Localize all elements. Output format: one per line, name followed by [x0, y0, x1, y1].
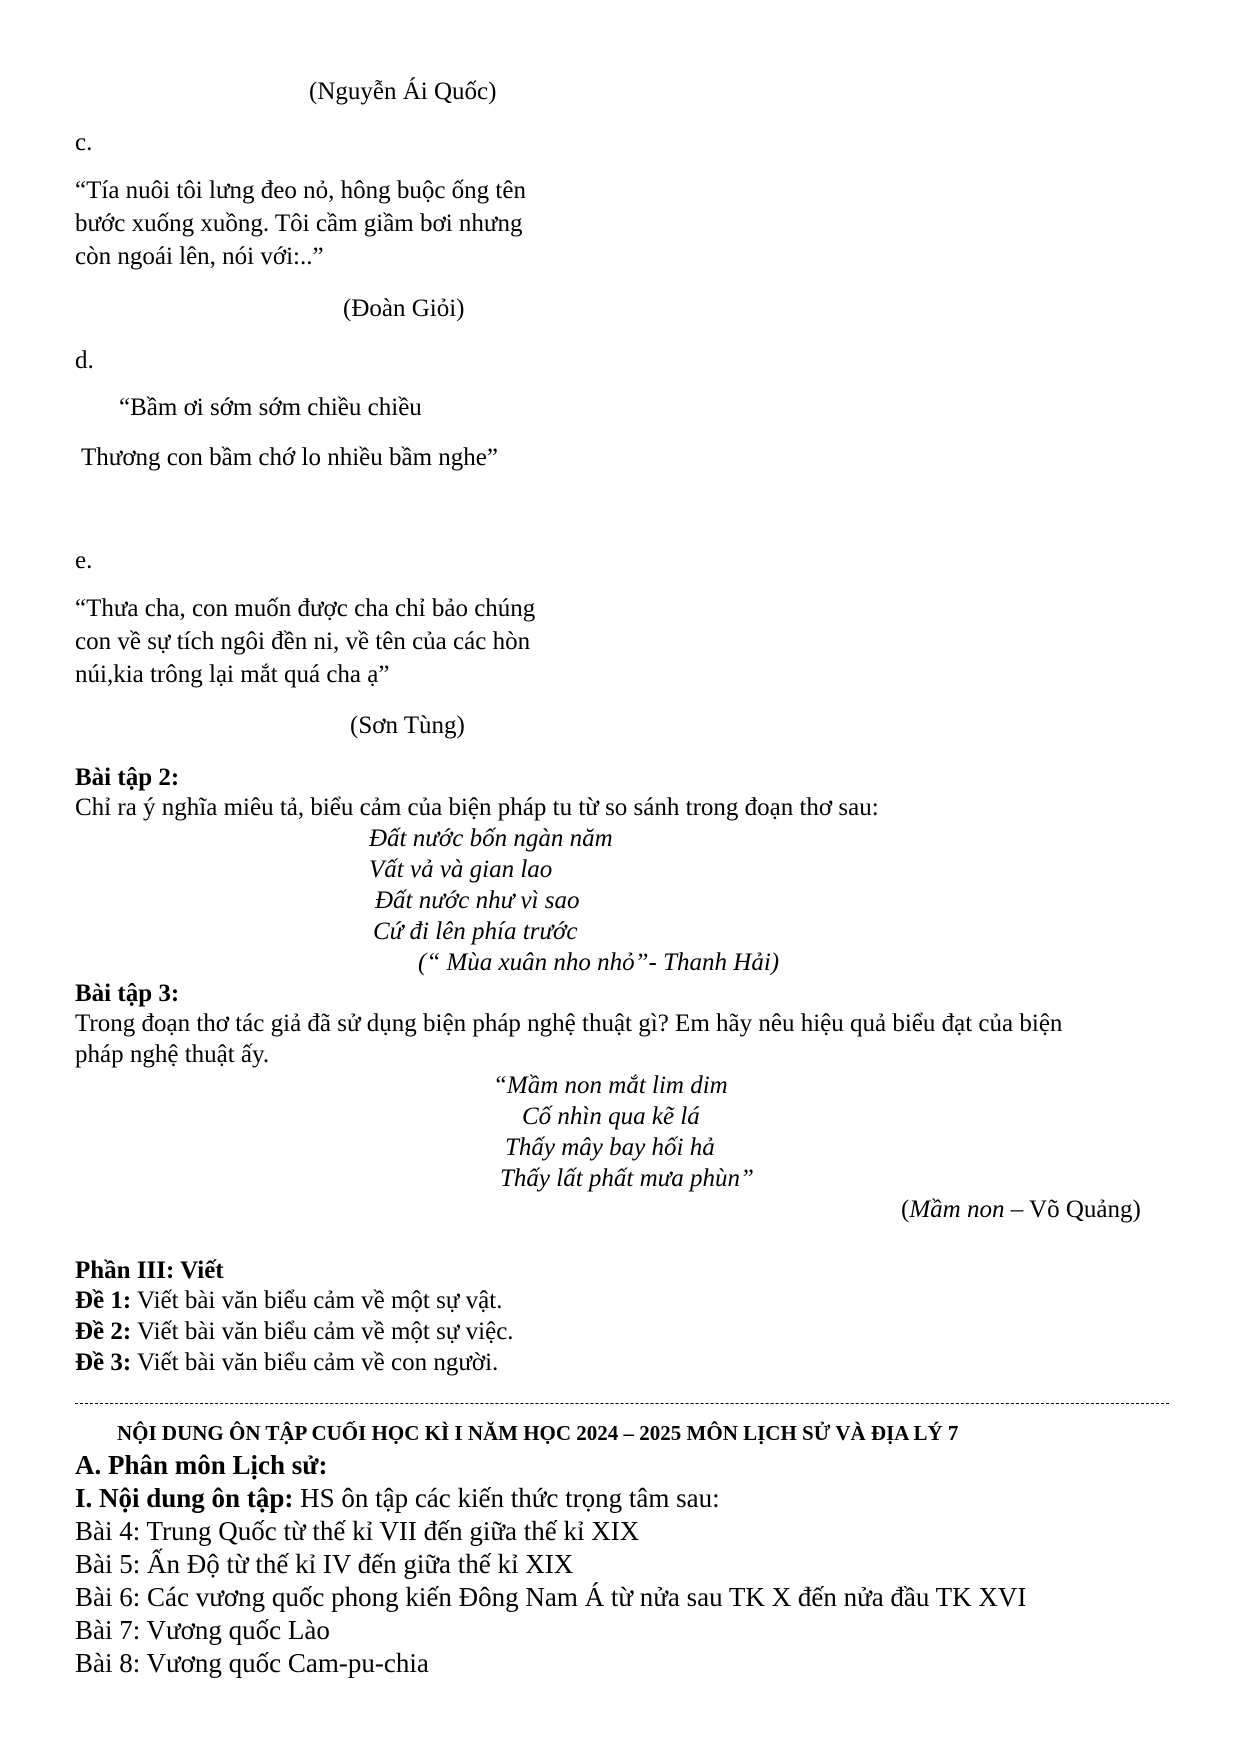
- topic-1-text: Viết bài văn biểu cảm về một sự vật.: [131, 1287, 503, 1314]
- topic-2-label: Đề 2:: [75, 1318, 132, 1345]
- exercise-3-title: Bài tập 3:: [75, 980, 180, 1007]
- exercise-3-poem-line-4: Thấy lất phất mưa phùn”: [500, 1165, 754, 1192]
- quote-d-line-1: “Bầm ơi sớm sớm chiều chiều: [119, 394, 422, 421]
- exercise-3-prompt-line-2: pháp nghệ thuật ấy.: [75, 1041, 270, 1068]
- quote-e-line-2: con về sự tích ngôi đền ni, về tên của các hòn: [75, 628, 531, 655]
- exercise-2-source: (“ Mùa xuân nho nhỏ”- Thanh Hải): [418, 949, 780, 976]
- quote-c-line-1: “Tía nuôi tôi lưng đeo nỏ, hông buộc ống tên: [75, 177, 526, 204]
- topic-1-label: Đề 1:: [75, 1287, 132, 1314]
- exercise-3-poem-line-1: “Mầm non mắt lim dim: [493, 1072, 728, 1099]
- topic-3-label: Đề 3:: [75, 1349, 132, 1376]
- content-line: [75, 1483, 720, 1513]
- lesson-7: Bài 7: Vương quốc Lào: [75, 1615, 330, 1645]
- part-3-topic-1: [75, 1286, 502, 1316]
- lesson-6: Bài 6: Các vương quốc phong kiến Đông Nam Á từ nửa sau TK X đến nửa đầu TK XVI: [75, 1582, 1027, 1612]
- history-header: NỘI DUNG ÔN TẬP CUỐI HỌC KÌ I NĂM HỌC 2024 – 2025 MÔN LỊCH SỬ VÀ ĐỊA LÝ 7: [117, 1421, 959, 1445]
- section-a-title: A. Phân môn Lịch sử:: [75, 1450, 328, 1480]
- quote-e-line-3: núi,kia trông lại mắt quá cha ạ”: [75, 661, 390, 688]
- attribution-nguyen-ai-quoc: (Nguyễn Ái Quốc): [309, 78, 497, 105]
- exercise-3-poem-line-3: Thấy mây bay hối hả: [505, 1134, 715, 1161]
- exercise-2-poem-line-2: Vất vả và gian lao: [369, 856, 553, 883]
- content-text: HS ôn tập các kiến thức trọng tâm sau:: [293, 1483, 720, 1513]
- exercise-3-poem-line-2: Cố nhìn qua kẽ lá: [522, 1103, 700, 1130]
- label-d: d.: [75, 347, 94, 374]
- lesson-5: Bài 5: Ấn Độ từ thế kỉ IV đến giữa thế kỉ XIX: [75, 1549, 574, 1579]
- lesson-8: Bài 8: Vương quốc Cam-pu-chia: [75, 1648, 429, 1678]
- attribution-son-tung: (Sơn Tùng): [350, 712, 465, 739]
- quote-c-line-3: còn ngoái lên, nói với:..”: [75, 243, 324, 270]
- exercise-3-source-author: – Võ Quảng: [1010, 1196, 1133, 1223]
- label-e: e.: [75, 547, 93, 574]
- exercise-2-title: Bài tập 2:: [75, 764, 180, 791]
- exercise-2-poem-line-4: Cứ đi lên phía trước: [373, 918, 578, 945]
- part-3-title: Phần III: Viết: [75, 1257, 224, 1284]
- quote-d-line-2: Thương con bầm chớ lo nhiều bầm nghe”: [81, 444, 498, 471]
- attribution-doan-gioi: (Đoàn Giỏi): [343, 295, 465, 322]
- exercise-3-source: (Mầm non – Võ Quảng): [901, 1196, 1141, 1223]
- exercise-3-source-title: Mầm non: [909, 1196, 1005, 1223]
- topic-2-text: Viết bài văn biểu cảm về một sự việc.: [131, 1318, 514, 1345]
- exercise-2-poem-line-3: Đất nước như vì sao: [375, 887, 580, 914]
- quote-c-line-2: bước xuống xuồng. Tôi cầm giầm bơi nhưng: [75, 210, 523, 237]
- exercise-2-prompt: Chỉ ra ý nghĩa miêu tả, biểu cảm của biện pháp tu từ so sánh trong đoạn thơ sau:: [75, 794, 879, 821]
- exercise-2-poem-line-1: Đất nước bốn ngàn năm: [369, 825, 613, 852]
- section-divider: [75, 1403, 1169, 1404]
- part-3-topic-2: [75, 1317, 514, 1347]
- content-label: I. Nội dung ôn tập:: [75, 1483, 294, 1513]
- label-c: c.: [75, 129, 93, 156]
- lesson-4: Bài 4: Trung Quốc từ thế kỉ VII đến giữa thế kỉ XIX: [75, 1516, 640, 1546]
- quote-e-line-1: “Thưa cha, con muốn được cha chỉ bảo chúng: [75, 595, 536, 622]
- topic-3-text: Viết bài văn biểu cảm về con người.: [131, 1349, 499, 1376]
- exercise-3-prompt-line-1: Trong đoạn thơ tác giả đã sử dụng biện pháp nghệ thuật gì? Em hãy nêu hiệu quả biểu đạt của biện: [75, 1010, 1063, 1037]
- part-3-topic-3: [75, 1348, 498, 1378]
